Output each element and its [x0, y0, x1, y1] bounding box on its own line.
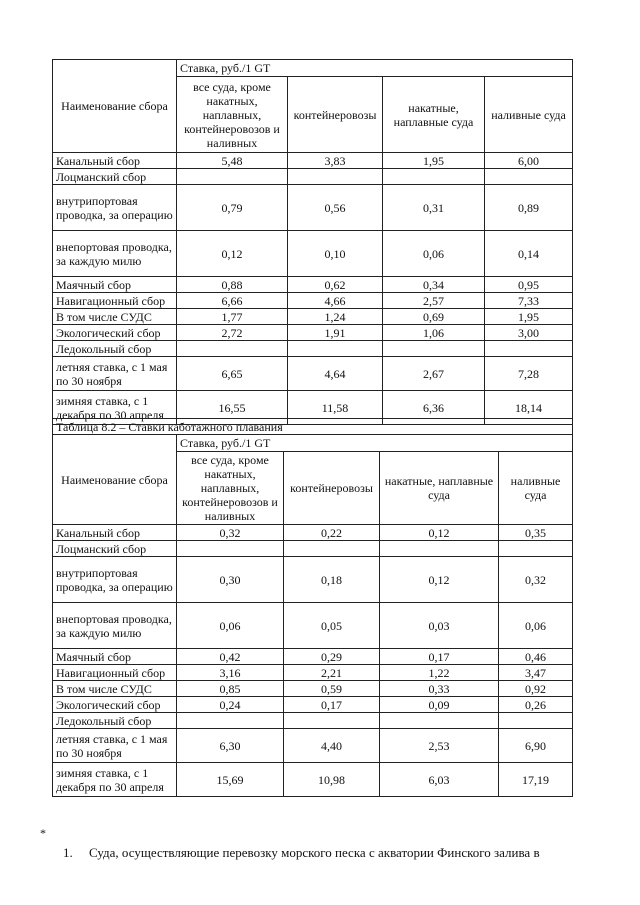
fee-name-cell: Экологический сбор	[53, 697, 177, 713]
rate-value-cell: 0,69	[383, 309, 485, 325]
table-row	[53, 729, 573, 763]
rate-value-cell: 2,21	[284, 665, 380, 681]
rate-value-cell	[380, 541, 499, 557]
rate-value-cell: 6,65	[177, 357, 288, 391]
table-row	[53, 681, 573, 697]
table-row	[53, 603, 573, 649]
rate-value-cell	[177, 341, 288, 357]
rate-value-cell: 1,24	[288, 309, 383, 325]
fee-name-cell: Навигационный сбор	[53, 293, 177, 309]
table-row	[53, 649, 573, 665]
rate-value-cell: 0,24	[177, 697, 284, 713]
rate-value-cell: 1,95	[383, 153, 485, 169]
rate-value-cell: 3,47	[499, 665, 573, 681]
fee-name-cell: внепортовая проводка, за каждую милю	[53, 231, 177, 277]
rate-value-cell: 0,12	[380, 557, 499, 603]
rate-value-cell: 0,17	[284, 697, 380, 713]
rate-value-cell: 0,46	[499, 649, 573, 665]
rate-value-cell	[499, 541, 573, 557]
fee-name-cell: Канальный сбор	[53, 525, 177, 541]
rate-value-cell: 1,77	[177, 309, 288, 325]
rate-value-cell: 0,85	[177, 681, 284, 697]
rate-value-cell: 0,79	[177, 185, 288, 231]
name-column-header: Наименование сбора	[53, 60, 177, 153]
rate-value-cell: 6,00	[485, 153, 573, 169]
footnote-text: Суда, осуществляющие перевозку морского песка с акватории Финского залива в	[89, 845, 540, 860]
rate-value-cell: 0,34	[383, 277, 485, 293]
table-row	[53, 665, 573, 681]
fee-name-cell: внутрипортовая проводка, за операцию	[53, 557, 177, 603]
rate-value-cell	[177, 713, 284, 729]
footnote-paragraph	[63, 845, 563, 861]
rate-value-cell: 0,06	[499, 603, 573, 649]
rate-value-cell: 4,64	[288, 357, 383, 391]
rate-value-cell: 2,53	[380, 729, 499, 763]
table-row	[53, 231, 573, 277]
rates-table-1	[52, 59, 573, 425]
rate-value-cell	[485, 169, 573, 185]
table-row	[53, 341, 573, 357]
fee-name-cell: Ледокольный сбор	[53, 713, 177, 729]
rate-value-cell	[288, 169, 383, 185]
table-row	[53, 357, 573, 391]
rate-value-cell: 0,92	[499, 681, 573, 697]
rate-value-cell: 6,30	[177, 729, 284, 763]
rate-value-cell: 0,95	[485, 277, 573, 293]
rate-value-cell: 6,90	[499, 729, 573, 763]
rate-value-cell	[380, 713, 499, 729]
rate-value-cell: 0,09	[380, 697, 499, 713]
rate-value-cell: 2,72	[177, 325, 288, 341]
rate-value-cell: 0,06	[177, 603, 284, 649]
rate-value-cell: 3,16	[177, 665, 284, 681]
rate-value-cell	[383, 169, 485, 185]
rate-value-cell: 1,22	[380, 665, 499, 681]
rate-value-cell: 0,26	[499, 697, 573, 713]
table-row	[53, 185, 573, 231]
rate-value-cell: 0,88	[177, 277, 288, 293]
table-row	[53, 697, 573, 713]
rate-value-cell: 1,06	[383, 325, 485, 341]
rate-value-cell: 0,18	[284, 557, 380, 603]
fee-name-cell: летняя ставка, с 1 мая по 30 ноября	[53, 729, 177, 763]
rate-value-cell: 0,33	[380, 681, 499, 697]
fee-name-cell: Лоцманский сбор	[53, 169, 177, 185]
fee-name-cell: Маячный сбор	[53, 277, 177, 293]
rate-value-cell	[177, 169, 288, 185]
fee-name-cell: зимняя ставка, с 1 декабря по 30 апреля	[53, 391, 177, 425]
rate-value-cell: 0,14	[485, 231, 573, 277]
footnote-mark: *	[40, 826, 46, 840]
rate-value-cell: 0,22	[284, 525, 380, 541]
fee-name-cell: Ледокольный сбор	[53, 341, 177, 357]
table-row	[53, 277, 573, 293]
rate-value-cell: 1,91	[288, 325, 383, 341]
rates-table-2	[52, 418, 573, 797]
column-header-all-ships: все суда, кроме накатных, наплавных, контейнеровозов и наливных	[177, 77, 288, 153]
column-header-tankers: наливные суда	[499, 452, 573, 525]
rate-value-cell	[284, 713, 380, 729]
fee-name-cell: Маячный сбор	[53, 649, 177, 665]
rate-value-cell: 0,12	[380, 525, 499, 541]
fee-name-cell: летняя ставка, с 1 мая по 30 ноября	[53, 357, 177, 391]
rate-value-cell: 2,57	[383, 293, 485, 309]
rate-value-cell	[383, 341, 485, 357]
rate-group-header: Ставка, руб./1 GT	[177, 435, 573, 452]
table-row	[53, 763, 573, 797]
rate-value-cell: 4,66	[288, 293, 383, 309]
rate-value-cell: 10,98	[284, 763, 380, 797]
table-row	[53, 169, 573, 185]
rate-value-cell: 0,32	[499, 557, 573, 603]
rate-value-cell: 7,28	[485, 357, 573, 391]
rate-value-cell: 0,31	[383, 185, 485, 231]
rate-value-cell: 3,83	[288, 153, 383, 169]
fee-name-cell: Навигационный сбор	[53, 665, 177, 681]
table-row	[53, 325, 573, 341]
table-row	[53, 713, 573, 729]
column-header-all-ships: все суда, кроме накатных, наплавных, контейнеровозов и наливных	[177, 452, 284, 525]
rate-value-cell: 6,66	[177, 293, 288, 309]
rate-value-cell: 0,05	[284, 603, 380, 649]
rate-value-cell: 0,59	[284, 681, 380, 697]
rate-value-cell: 6,03	[380, 763, 499, 797]
column-header-tankers: наливные суда	[485, 77, 573, 153]
rate-value-cell: 0,62	[288, 277, 383, 293]
rate-value-cell	[288, 341, 383, 357]
table-row	[53, 293, 573, 309]
rate-value-cell: 7,33	[485, 293, 573, 309]
fee-name-cell: внутрипортовая проводка, за операцию	[53, 185, 177, 231]
rate-value-cell	[499, 713, 573, 729]
rate-value-cell	[485, 341, 573, 357]
rate-value-cell: 0,56	[288, 185, 383, 231]
column-header-container-ships: контейнеровозы	[288, 77, 383, 153]
rate-value-cell: 0,12	[177, 231, 288, 277]
rate-value-cell: 0,29	[284, 649, 380, 665]
fee-name-cell: Канальный сбор	[53, 153, 177, 169]
rate-value-cell	[284, 541, 380, 557]
table-row	[53, 153, 573, 169]
rate-group-header: Ставка, руб./1 GT	[177, 60, 573, 77]
rate-value-cell: 0,32	[177, 525, 284, 541]
rate-value-cell: 17,19	[499, 763, 573, 797]
fee-name-cell: В том числе СУДС	[53, 681, 177, 697]
rate-value-cell: 0,17	[380, 649, 499, 665]
rate-value-cell: 0,30	[177, 557, 284, 603]
rate-value-cell: 3,00	[485, 325, 573, 341]
rate-value-cell: 1,95	[485, 309, 573, 325]
table-row	[53, 541, 573, 557]
fee-name-cell: внепортовая проводка, за каждую милю	[53, 603, 177, 649]
fee-name-cell: Лоцманский сбор	[53, 541, 177, 557]
rate-value-cell: 0,06	[383, 231, 485, 277]
fee-name-cell: Экологический сбор	[53, 325, 177, 341]
column-header-container-ships: контейнеровозы	[284, 452, 380, 525]
rate-value-cell: 0,35	[499, 525, 573, 541]
table-row	[53, 525, 573, 541]
table-row	[53, 557, 573, 603]
rate-value-cell: 0,10	[288, 231, 383, 277]
rate-value-cell: 0,42	[177, 649, 284, 665]
rate-value-cell: 16,55	[177, 391, 288, 425]
rate-value-cell: 11,58	[288, 391, 383, 425]
column-header-roro-ships: накатные, наплавные суда	[380, 452, 499, 525]
rate-value-cell	[177, 541, 284, 557]
rate-value-cell: 5,48	[177, 153, 288, 169]
column-header-roro-ships: накатные, наплавные суда	[383, 77, 485, 153]
rate-value-cell: 15,69	[177, 763, 284, 797]
rate-value-cell: 0,89	[485, 185, 573, 231]
table-caption: Таблица 8.2 – Ставки каботажного плавания	[53, 419, 573, 435]
rate-value-cell: 4,40	[284, 729, 380, 763]
rate-value-cell: 2,67	[383, 357, 485, 391]
name-column-header: Наименование сбора	[53, 435, 177, 525]
rate-value-cell: 6,36	[383, 391, 485, 425]
rate-value-cell: 18,14	[485, 391, 573, 425]
footnote-number: 1.	[63, 845, 73, 860]
fee-name-cell: В том числе СУДС	[53, 309, 177, 325]
rate-value-cell: 0,03	[380, 603, 499, 649]
fee-name-cell: зимняя ставка, с 1 декабря по 30 апреля	[53, 763, 177, 797]
table-row	[53, 309, 573, 325]
